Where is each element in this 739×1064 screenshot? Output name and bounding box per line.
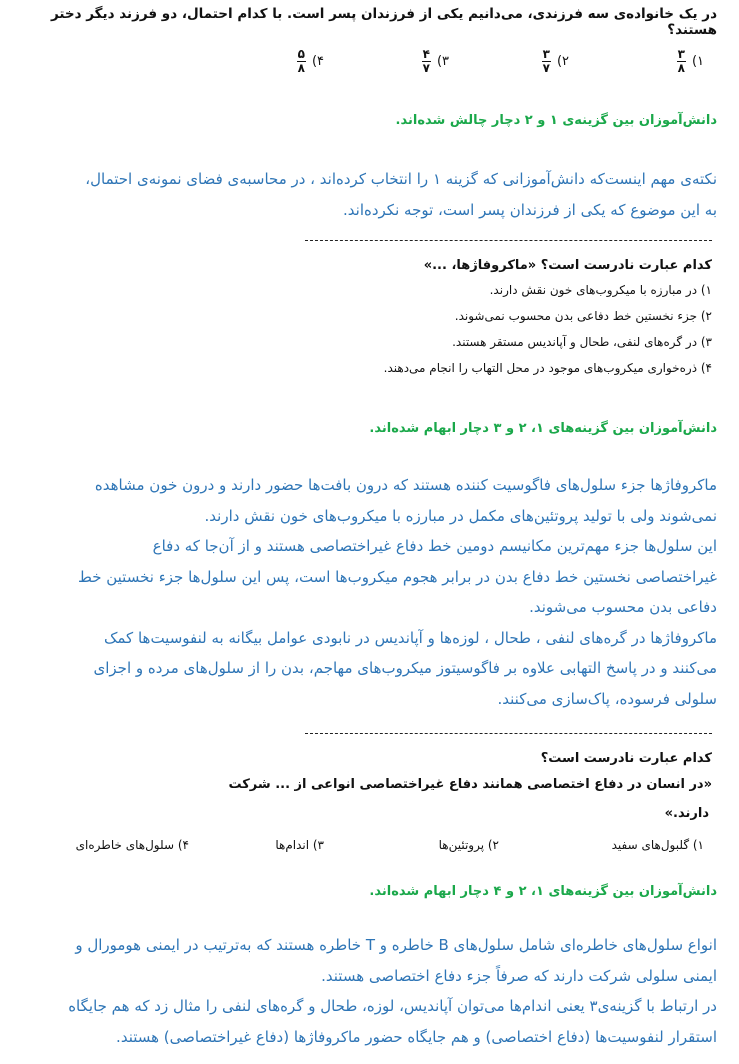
fraction [677,48,686,75]
q3-note: دانش‌آموزان بین گزینه‌های ۱، ۲ و ۴ دچار ابهام شده‌اند. [369,884,717,899]
explanation-line: این سلول‌ها جزء مهم‌ترین مکانیسم دومین خط دفاع غیراختصاصی هستند و از آن‌جا که دفاع [152,537,717,555]
fraction [542,48,551,75]
denominator: ۷ [422,61,430,75]
explanation-line: نکته‌ی مهم اینست‌که دانش‌آموزانی که گزینه ۱ را انتخاب کرده‌اند ، در محاسبه‌ی فضای نمونه‌ی احتمال، [85,170,717,188]
explanation-line: غیراختصاصی نخستین خط دفاع بدن در برابر هجوم میکروب‌ها است، پس این سلول‌ها جزء نخستین خط [77,567,717,586]
q3-option-1: ۱) گلبول‌های سفید [611,838,704,852]
q3-option-3: ۳) اندام‌ها [275,838,324,852]
denominator: ۸ [677,61,685,75]
question-2 [384,258,712,381]
numerator: ۳ [542,47,550,61]
numerator: ۴ [422,47,430,61]
denominator: ۷ [542,61,550,75]
denominator: ۸ [297,61,305,75]
explanation-line: دفاعی بدن محسوب می‌شوند. [529,598,717,616]
q1-note: دانش‌آموزان بین گزینه‌ی ۱ و ۲ دچار چالش شده‌اند. [395,113,717,128]
numerator: ۳ [677,47,685,61]
q1-option-1 [677,48,704,75]
fraction [297,48,306,75]
question-3-text: «در انسان در دفاع اختصاصی همانند دفاع غیراختصاصی انواعی از ... شرکت [228,777,712,792]
explanation-line: ایمنی سلولی شرکت دارند که صرفاً جزء دفاع اختصاصی هستند. [321,966,717,985]
q1-option-4 [297,48,324,75]
explanation-line: به این موضوع که یکی از فرزندان پسر است، توجه نکرده‌اند. [343,200,717,219]
q2-option-2: ۲) جزء نخستین خط دفاعی بدن محسوب نمی‌شوند. [454,309,712,323]
q2-note: دانش‌آموزان بین گزینه‌های ۱، ۲ و ۳ دچار ابهام شده‌اند. [369,421,717,436]
explanation-line: استقرار لنفوسیت‌ها (دفاع اختصاصی) و هم جایگاه حضور ماکروفاژها (دفاع غیراختصاصی) هستند. [116,1027,717,1046]
option-number: ۳) [436,54,449,69]
q1-option-2 [542,48,569,75]
explanation-line: ماکروفاژها در گره‌های لنفی ، طحال ، لوزه‌ها و آپاندیس در نابودی عوامل بیگانه به لنفوسیت‌ها کمک [103,628,717,647]
explanation-line: می‌کنند و در پاسخ التهابی علاوه بر فاگوسیتوز میکروب‌های مهاجم، بدن را از سلول‌های مرده و اجزای [93,659,717,677]
q1-option-3 [422,48,449,75]
question-3-title: کدام عبارت نادرست است؟ [540,751,712,766]
q2-option-3: ۳) در گره‌های لنفی، طحال و آپاندیس مستقر هستند. [452,335,712,349]
q3-option-2: ۲) پروتئین‌ها [438,838,499,852]
explanation-line: ماکروفاژها جزء سلول‌های فاگوسیت کننده هستند که درون بافت‌ها حضور دارند و درون خون مشاهده [94,476,717,494]
option-number: ۱) [691,54,704,69]
question-1-text: در یک خانواده‌ی سه فرزندی، می‌دانیم یکی از فرزندان پسر است. با کدام احتمال، دو فرزند دیگر دختر هستند؟ [51,6,717,38]
fraction [422,48,431,75]
q1-explanation [85,164,717,225]
q2-option-1: ۱) در مبارزه با میکروب‌های خون نقش دارند. [489,283,712,297]
divider [305,240,712,241]
explanation-line: سلولی فرسوده، پاک‌سازی می‌کنند. [497,689,717,708]
question-3-text-cont: دارند.» [664,806,709,821]
q2-option-4: ۴) ذره‌خواری میکروب‌های موجود در محل التهاب را انجام می‌دهند. [383,361,712,375]
option-number: ۲) [556,54,569,69]
q3-option-4: ۴) سلول‌های خاطره‌ای [75,838,189,852]
explanation-line: نمی‌شوند ولی با تولید پروتئین‌های مکمل در مبارزه با میکروب‌های خون نقش دارند. [204,506,717,525]
explanation-line: در ارتباط با گزینه‌ی۳ یعنی اندام‌ها می‌توان آپاندیس، لوزه، طحال و گره‌های لنفی را مثال زد که هم جایگاه [68,997,717,1015]
question-2-text: کدام عبارت نادرست است؟ «ماکروفاژها، ...» [423,258,712,273]
q3-explanation [68,930,717,1052]
numerator: ۵ [297,47,305,61]
divider [305,733,712,734]
explanation-line: انواع سلول‌های خاطره‌ای شامل سلول‌های B خاطره و T خاطره هستند که به‌ترتیب در ایمنی هومورال و [75,936,717,954]
q2-explanation [78,470,717,714]
option-number: ۴) [311,54,324,69]
